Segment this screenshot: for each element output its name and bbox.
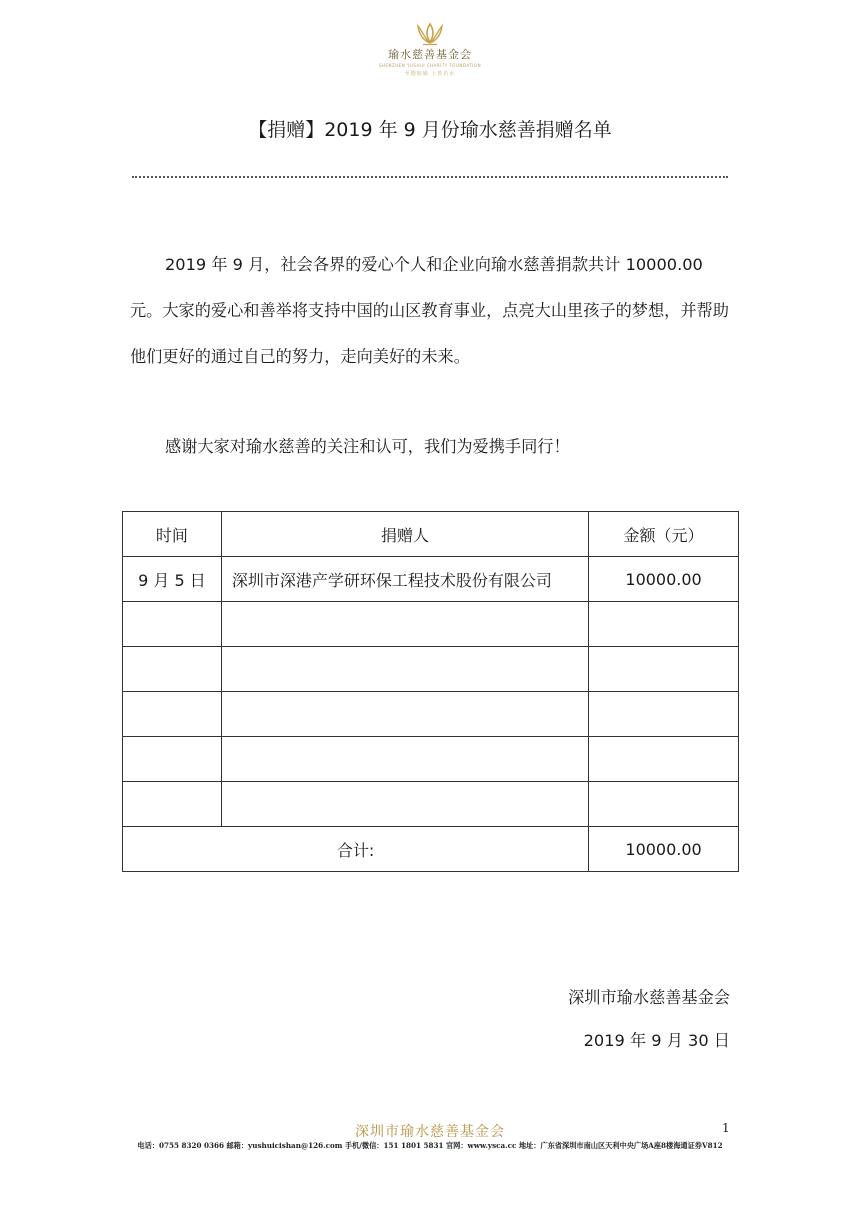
cell-donor [221, 602, 588, 647]
header-donor: 捐赠人 [221, 512, 588, 557]
cell-date [123, 782, 222, 827]
table-row [123, 737, 739, 782]
page-title: 【捐赠】2019 年 9 月份瑜水慈善捐赠名单 [248, 119, 612, 141]
logo-name: 瑜水慈善基金会 [388, 48, 472, 61]
header-amount: 金额（元） [589, 512, 739, 557]
cell-amount [589, 692, 739, 737]
cell-donor [221, 782, 588, 827]
donation-table [122, 511, 739, 872]
cell-donor [221, 737, 588, 782]
dotted-divider [132, 176, 728, 178]
cell-donor: 深圳市深港产学研环保工程技术股份有限公司 [221, 557, 588, 602]
footer-contact: 电话：0755 8320 0366 邮箱：yushuicishan@126.com 手机/微信：151 1801 5831 官网：www.ysca.cc 地址：广东省深圳市南山区天利中央广场A座8楼海通证券V812 [137, 1141, 723, 1150]
total-row [123, 827, 739, 872]
table-row [123, 602, 739, 647]
cell-amount [589, 782, 739, 827]
table-header-row [123, 512, 739, 557]
cell-date [123, 737, 222, 782]
cell-date: 9 月 5 日 [123, 557, 222, 602]
header-time: 时间 [123, 512, 222, 557]
cell-amount [589, 737, 739, 782]
page-number: 1 [722, 1121, 730, 1135]
footer-org: 深圳市瑜水慈善基金会 [355, 1124, 505, 1140]
cell-amount [589, 602, 739, 647]
logo-subtitle: SHENZHEN YUSHUI CHARITY FOUNDATION [378, 63, 482, 68]
cell-amount: 10000.00 [589, 557, 739, 602]
cell-date [123, 647, 222, 692]
cell-date [123, 602, 222, 647]
lotus-crown-icon [412, 22, 448, 46]
logo-tagline: 至德如瑜 上善若水 [404, 71, 456, 77]
table-row [123, 782, 739, 827]
total-label: 合计: [123, 827, 589, 872]
cell-donor [221, 692, 588, 737]
intro-paragraph: 2019 年 9 月，社会各界的爱心个人和企业向瑜水慈善捐款共计 10000.00 元。大家的爱心和善举将支持中国的山区教育事业，点亮大山里孩子的梦想，并帮助他们更好的通过自己的努力，走向美好的未来。 [130, 255, 729, 366]
cell-amount [589, 647, 739, 692]
table-row [123, 647, 739, 692]
total-value: 10000.00 [589, 827, 739, 872]
table-row [123, 557, 739, 602]
signature-org: 深圳市瑜水慈善基金会 [568, 988, 730, 1007]
signature-date: 2019 年 9 月 30 日 [583, 1031, 730, 1050]
cell-date [123, 692, 222, 737]
logo [372, 22, 488, 82]
cell-donor [221, 647, 588, 692]
table-row [123, 692, 739, 737]
thanks-paragraph: 感谢大家对瑜水慈善的关注和认可，我们为爱携手同行！ [165, 437, 570, 456]
